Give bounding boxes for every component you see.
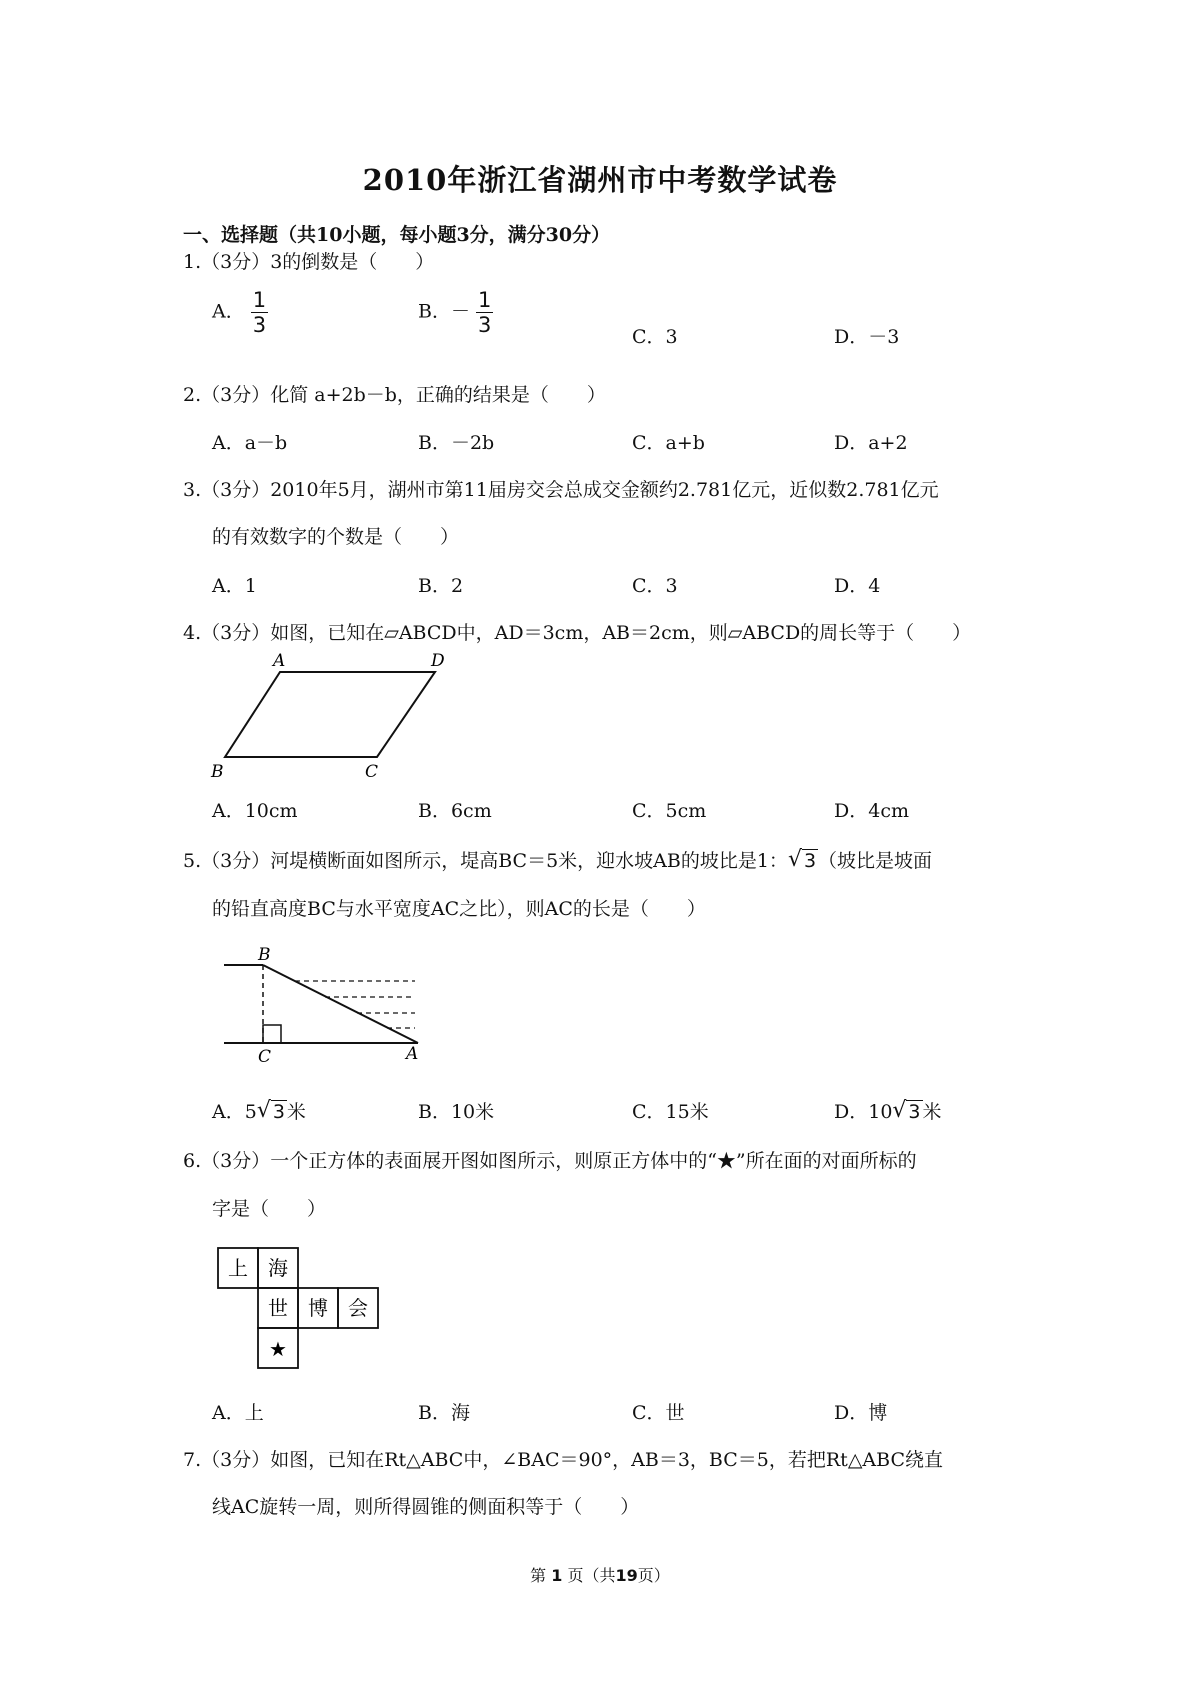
q1-option-d: D．－3 bbox=[834, 326, 900, 348]
q5-option-a: A．5 √ 3 米 bbox=[212, 1098, 306, 1123]
point-label-a: A bbox=[406, 1044, 419, 1064]
q4-option-d: D．4cm bbox=[834, 800, 909, 822]
fraction: $\frac{1}{3}$ bbox=[252, 288, 267, 337]
q1-option-b: B．－ $\frac{1}{3}$ bbox=[418, 288, 492, 337]
q3-option-a: A．1 bbox=[212, 575, 257, 597]
q4-stem: 4.（3分）如图，已知在▱ABCD中，AD＝3cm，AB＝2cm，则▱ABCD的周长等于（ ） bbox=[183, 622, 972, 644]
exam-title: 2010年浙江省湖州市中考数学试卷 bbox=[362, 163, 838, 197]
point-label-b: B bbox=[258, 945, 271, 965]
q5-stem-line1: 5.（3分）河堤横断面如图所示，堤高BC＝5米，迎水坡AB的坡比是1： √ 3 （坡比是坡面 bbox=[183, 847, 933, 872]
q6-stem-line1: 6.（3分）一个正方体的表面展开图如图所示，则原正方体中的“★”所在面的对面所标的 bbox=[183, 1150, 917, 1172]
net-label-shang: 上 bbox=[228, 1256, 248, 1280]
q2-option-a: A．a－b bbox=[212, 432, 288, 454]
slope-line bbox=[263, 965, 418, 1043]
q6-option-a: A．上 bbox=[212, 1402, 264, 1424]
sqrt-expression: √ 3 bbox=[892, 1098, 921, 1123]
q7-stem-line2: 线AC旋转一周，则所得圆锥的侧面积等于（ ） bbox=[212, 1496, 640, 1518]
net-label-hai: 海 bbox=[268, 1256, 288, 1280]
vertex-label-d: D bbox=[431, 651, 445, 671]
vertex-label-b: B bbox=[211, 762, 224, 782]
fraction: $\frac{1}{3}$ bbox=[477, 288, 492, 337]
q1-stem: 1.（3分）3的倒数是（ ） bbox=[183, 251, 435, 273]
q6-option-b: B．海 bbox=[418, 1402, 470, 1424]
q1-option-c: C．3 bbox=[632, 326, 678, 348]
q2-option-c: C．a+b bbox=[632, 432, 705, 454]
cube-net-figure bbox=[215, 1245, 385, 1370]
sqrt-expression: √ 3 bbox=[787, 847, 817, 872]
q4-option-c: C．5cm bbox=[632, 800, 707, 822]
point-label-c: C bbox=[258, 1047, 272, 1065]
q5-option-c: C．15米 bbox=[632, 1101, 709, 1123]
section-heading: 一、选择题（共10小题，每小题3分，满分30分） bbox=[183, 224, 611, 246]
q3-option-b: B．2 bbox=[418, 575, 464, 597]
q5-option-d: D．10 √ 3 米 bbox=[834, 1098, 942, 1123]
q3-stem-line1: 3.（3分）2010年5月，湖州市第11届房交会总成交金额约2.781亿元，近似数2.781亿元 bbox=[183, 479, 939, 501]
q2-option-b: B．－2b bbox=[418, 432, 495, 454]
net-label-bo: 博 bbox=[308, 1296, 328, 1320]
q4-option-a: A．10cm bbox=[212, 800, 298, 822]
q1-option-a: A． $\frac{1}{3}$ bbox=[212, 288, 267, 337]
parallelogram-figure bbox=[205, 650, 465, 785]
net-label-hui: 会 bbox=[348, 1296, 368, 1320]
embankment-figure bbox=[220, 945, 430, 1065]
q2-stem: 2.（3分）化简 a+2b－b，正确的结果是（ ） bbox=[183, 384, 606, 406]
q4-option-b: B．6cm bbox=[418, 800, 492, 822]
q5-option-b: B．10米 bbox=[418, 1101, 495, 1123]
page-footer: 第 1 页（共19页） bbox=[530, 1566, 670, 1585]
right-angle-mark bbox=[263, 1025, 281, 1043]
q3-option-d: D．4 bbox=[834, 575, 881, 597]
vertex-label-a: A bbox=[273, 651, 286, 671]
q6-stem-line2: 字是（ ） bbox=[212, 1198, 327, 1220]
q3-stem-line2: 的有效数字的个数是（ ） bbox=[212, 526, 460, 548]
total-pages: 19 bbox=[615, 1566, 638, 1585]
q6-option-c: C．世 bbox=[632, 1402, 685, 1424]
q2-option-d: D．a+2 bbox=[834, 432, 908, 454]
star-icon: ★ bbox=[269, 1337, 287, 1361]
q3-option-c: C．3 bbox=[632, 575, 678, 597]
vertex-label-c: C bbox=[365, 762, 379, 782]
page-number: 1 bbox=[551, 1566, 563, 1585]
parallelogram-shape bbox=[225, 672, 435, 757]
q7-stem-line1: 7.（3分）如图，已知在Rt△ABC中，∠BAC＝90°，AB＝3，BC＝5，若把Rt△ABC绕直 bbox=[183, 1449, 944, 1471]
q6-option-d: D．博 bbox=[834, 1402, 888, 1424]
net-label-shi: 世 bbox=[268, 1296, 288, 1320]
sqrt-expression: √ 3 bbox=[256, 1098, 285, 1123]
q5-stem-line2: 的铅直高度BC与水平宽度AC之比），则AC的长是（ ） bbox=[212, 898, 706, 920]
